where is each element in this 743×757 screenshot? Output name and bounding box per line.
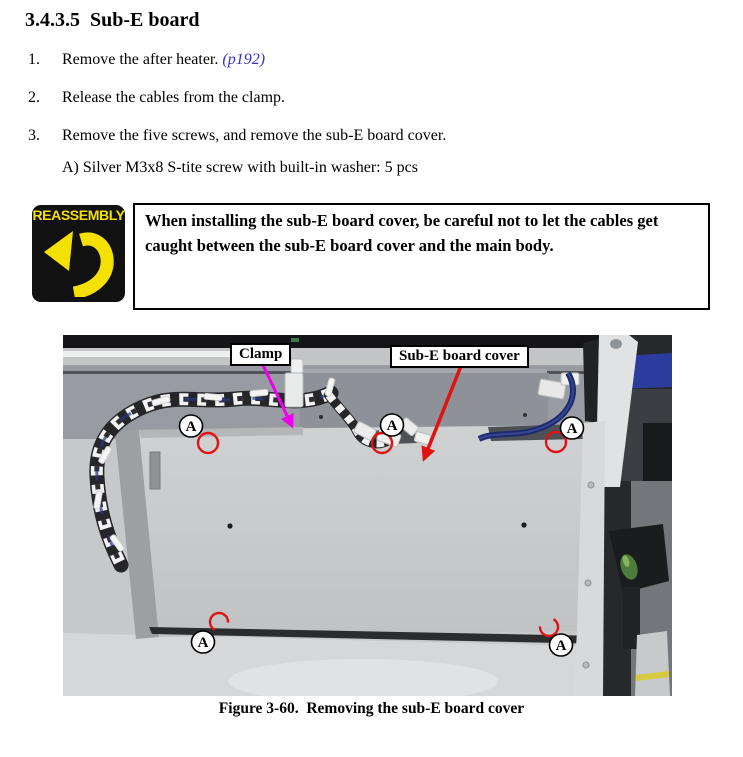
step-item-2 [28,89,285,107]
marker-A-3 [561,417,584,439]
step-item-3 [28,127,446,145]
svg-text:A: A [185,419,197,435]
step-number: 2. [28,89,40,106]
step-number: 1. [28,51,40,68]
reassembly-badge-label: REASSEMBLY [32,208,125,223]
printer-right-frame [573,335,672,696]
reassembly-badge [32,205,125,302]
marker-A-1 [180,415,203,437]
step-text: Remove the five screws, and remove the sub-E board cover. [62,127,447,144]
reassembly-note-box [133,203,710,310]
substep-screw-spec: A) Silver M3x8 S-tite screw with built-in washer: 5 pcs [62,159,418,176]
step-text: Release the cables from the clamp. [62,89,286,106]
svg-text:A: A [555,638,567,654]
reassembly-note-text: When installing the sub-E board cover, be careful not to let the cables get caught between the sub-E board cover and the main body. [145,211,659,255]
marker-A-4 [192,631,215,653]
marker-A-5 [550,634,573,656]
reassembly-arrow-icon [36,225,122,297]
sub-e-board-cover-panel [115,424,604,644]
clamp-label: Clamp [230,343,291,366]
figure-caption: Figure 3-60. Removing the sub-E board cover [218,700,525,717]
svg-text:A: A [566,421,578,437]
page-reference-link[interactable]: (p192) [222,51,266,68]
sub-e-board-cover-label: Sub-E board cover [390,345,529,368]
step-number: 3. [28,127,40,144]
svg-text:A: A [386,418,398,434]
figure-photo [63,335,672,696]
marker-A-2 [381,414,404,436]
printer-photo [63,335,672,696]
step-item-1 [28,51,265,69]
page-title: 3.4.3.5 Sub-E board [25,9,200,31]
step-text: Remove the after heater. [62,51,223,68]
svg-text:A: A [197,635,209,651]
